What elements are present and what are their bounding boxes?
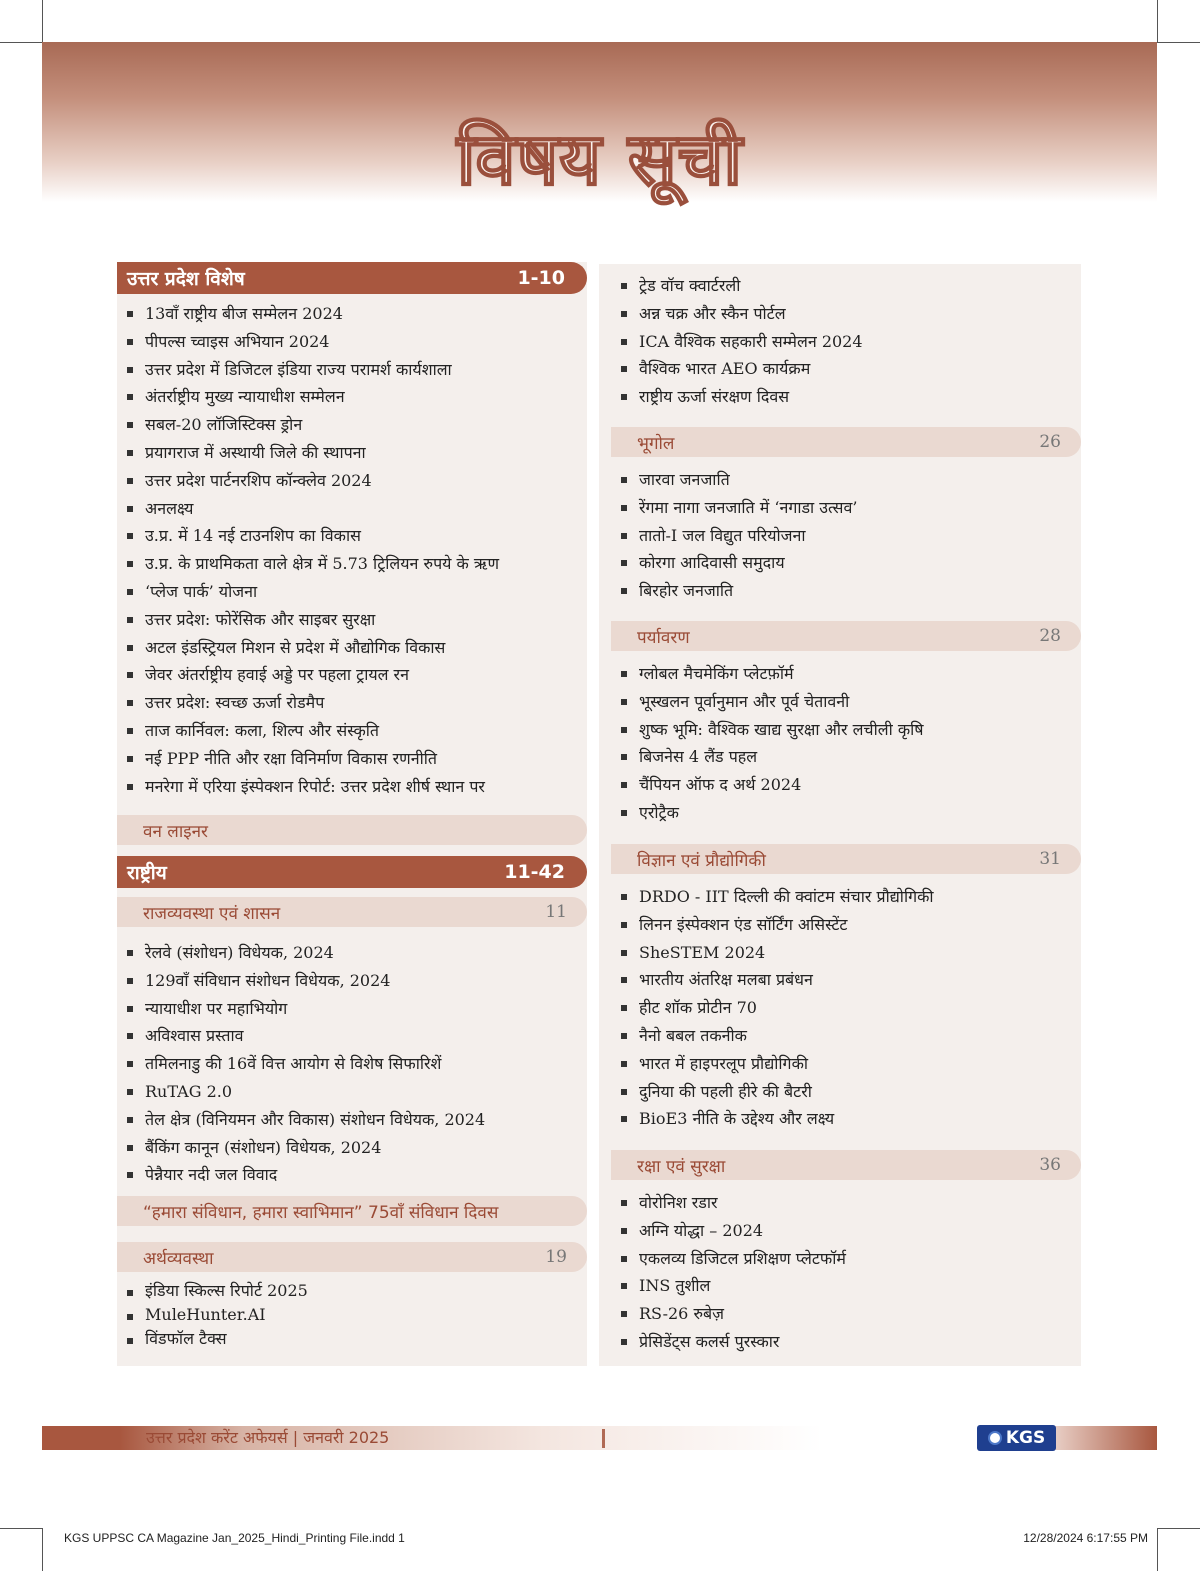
crop-mark [1157,42,1200,43]
sub-section-title: विज्ञान एवं प्रौद्योगिकी [637,850,766,871]
section-title: उत्तर प्रदेश विशेष [127,268,245,290]
toc-item[interactable]: प्रेसिडेंट्स कलर्स पुरस्कार [611,1328,1081,1356]
toc-item[interactable]: RS-26 रुबेज़ [611,1300,1081,1328]
toc-item[interactable]: सबल-20 लॉजिस्टिक्स ड्रोन [117,411,587,439]
footer-magazine-title: उत्तर प्रदेश करेंट अफेयर्स | जनवरी 2025 [146,1428,390,1447]
toc-item[interactable]: बैंकिंग कानून (संशोधन) विधेयक, 2024 [117,1134,587,1162]
up-items-list [117,300,587,800]
toc-item[interactable]: ट्रेड वॉच क्वार्टरली [611,272,1081,300]
toc-item[interactable]: उत्तर प्रदेश में डिजिटल इंडिया राज्य परामर्श कार्यशाला [117,356,587,384]
toc-item[interactable]: अनलक्ष्य [117,495,587,523]
toc-item[interactable]: बिरहोर जनजाति [611,577,1081,605]
toc-item[interactable]: एकलव्य डिजिटल प्रशिक्षण प्लेटफॉर्म [611,1245,1081,1273]
sub-section-page: 11 [545,902,567,922]
globe-icon [988,1431,1002,1445]
toc-item[interactable]: उत्तर प्रदेश: फोरेंसिक और साइबर सुरक्षा [117,606,587,634]
toc-item[interactable]: SheSTEM 2024 [611,939,1081,967]
toc-item[interactable]: ICA वैश्विक सहकारी सम्मेलन 2024 [611,328,1081,356]
kgs-logo [977,1425,1056,1451]
toc-item[interactable]: विंडफॉल टैक्स [117,1327,587,1351]
sub-section-title: भूगोल [637,433,675,454]
sub-section-title: रक्षा एवं सुरक्षा [637,1156,726,1177]
sub-section-title: राजव्यवस्था एवं शासन [143,903,281,924]
sub-header-economy[interactable] [117,1242,587,1272]
section-header-up[interactable] [117,262,587,294]
section-header-national[interactable] [117,856,587,888]
one-liner-bar[interactable] [117,815,587,845]
toc-item[interactable]: 129वाँ संविधान संशोधन विधेयक, 2024 [117,967,587,995]
toc-item[interactable]: तमिलनाडु की 16वें वित्त आयोग से विशेष सिफारिशें [117,1050,587,1078]
toc-item[interactable]: शुष्क भूमि: वैश्विक खाद्य सुरक्षा और लचीली कृषि [611,716,1081,744]
toc-item[interactable]: रेंगमा नागा जनजाति में ‘नगाडा उत्सव’ [611,494,1081,522]
toc-item[interactable]: नई PPP नीति और रक्षा विनिर्माण विकास रणनीति [117,745,587,773]
sub-header-environment[interactable] [611,621,1081,651]
toc-item[interactable]: अन्न चक्र और स्कैन पोर्टल [611,300,1081,328]
toc-item[interactable]: RuTAG 2.0 [117,1078,587,1106]
economy-items-list [117,1279,587,1351]
toc-item[interactable]: DRDO - IIT दिल्ली की क्वांटम संचार प्रौद्योगिकी [611,883,1081,911]
toc-item[interactable]: वैश्विक भारत AEO कार्यक्रम [611,355,1081,383]
sub-section-page: 28 [1039,626,1061,646]
toc-item[interactable]: भारत में हाइपरलूप प्रौद्योगिकी [611,1050,1081,1078]
sub-header-defence[interactable] [611,1150,1081,1180]
toc-item[interactable]: बिजनेस 4 लैंड पहल [611,743,1081,771]
sub-section-page: 31 [1039,849,1061,869]
toc-item[interactable]: BioE3 नीति के उद्देश्य और लक्ष्य [611,1105,1081,1133]
toc-item[interactable]: लिनन इंस्पेक्शन एंड सॉर्टिंग असिस्टेंट [611,911,1081,939]
toc-item[interactable]: जारवा जनजाति [611,466,1081,494]
toc-item[interactable]: अटल इंडस्ट्रियल मिशन से प्रदेश में औद्योगिक विकास [117,634,587,662]
environment-items-list [611,660,1081,827]
section-pages: 1-10 [517,267,565,289]
toc-item[interactable]: तातो-I जल विद्युत परियोजना [611,522,1081,550]
crop-mark [0,42,42,43]
crop-mark [1157,1528,1200,1529]
toc-item[interactable]: जेवर अंतर्राष्ट्रीय हवाई अड्डे पर पहला ट्रायल रन [117,661,587,689]
toc-item[interactable]: न्यायाधीश पर महाभियोग [117,995,587,1023]
toc-item[interactable]: नैनो बबल तकनीक [611,1022,1081,1050]
toc-item[interactable]: भूस्खलन पूर्वानुमान और पूर्व चेतावनी [611,688,1081,716]
sub-section-title: “हमारा संविधान, हमारा स्वाभिमान” 75वाँ संविधान दिवस [143,1202,499,1223]
sub-section-page: 26 [1039,432,1061,452]
sub-section-title: वन लाइनर [143,821,208,842]
footer-separator [602,1429,605,1448]
geography-items-list [611,466,1081,605]
section-pages: 11-42 [504,861,565,883]
toc-item[interactable]: ताज कार्निवल: कला, शिल्प और संस्कृति [117,717,587,745]
toc-item[interactable]: MuleHunter.AI [117,1303,587,1327]
crop-mark [1157,1528,1158,1571]
toc-item[interactable]: दुनिया की पहली हीरे की बैटरी [611,1078,1081,1106]
toc-item[interactable]: 13वाँ राष्ट्रीय बीज सम्मेलन 2024 [117,300,587,328]
sub-section-page: 36 [1039,1155,1061,1175]
crop-mark [1157,0,1158,42]
sub-header-geography[interactable] [611,427,1081,457]
crop-mark [42,0,43,42]
toc-item[interactable]: INS तुशील [611,1272,1081,1300]
toc-item[interactable]: पीपल्स च्वाइस अभियान 2024 [117,328,587,356]
print-slug-file: KGS UPPSC CA Magazine Jan_2025_Hindi_Printing File.indd 1 [64,1531,405,1545]
toc-item[interactable]: तेल क्षेत्र (विनियमन और विकास) संशोधन विधेयक, 2024 [117,1106,587,1134]
toc-item[interactable]: वोरोनिश रडार [611,1189,1081,1217]
toc-item[interactable]: उत्तर प्रदेश पार्टनरशिप कॉन्क्लेव 2024 [117,467,587,495]
toc-item[interactable]: अंतर्राष्ट्रीय मुख्य न्यायाधीश सम्मेलन [117,383,587,411]
toc-item[interactable]: मनरेगा में एरिया इंस्पेक्शन रिपोर्ट: उत्तर प्रदेश शीर्ष स्थान पर [117,773,587,801]
toc-item[interactable]: चैंपियन ऑफ द अर्थ 2024 [611,771,1081,799]
science-items-list [611,883,1081,1133]
sub-header-polity[interactable] [117,897,587,927]
toc-item[interactable]: हीट शॉक प्रोटीन 70 [611,994,1081,1022]
print-slug-datetime: 12/28/2024 6:17:55 PM [1023,1531,1148,1545]
right-column [599,264,1081,1366]
toc-item[interactable]: उ.प्र. में 14 नई टाउनशिप का विकास [117,522,587,550]
toc-item[interactable]: अविश्वास प्रस्ताव [117,1022,587,1050]
logo-text: KGS [1005,1428,1046,1448]
section-title: राष्ट्रीय [127,862,167,884]
toc-item[interactable]: भारतीय अंतरिक्ष मलबा प्रबंधन [611,966,1081,994]
toc-item[interactable]: ‘प्लेज पार्क’ योजना [117,578,587,606]
defence-items-list [611,1189,1081,1356]
toc-item[interactable]: रेलवे (संशोधन) विधेयक, 2024 [117,939,587,967]
toc-item[interactable]: इंडिया स्किल्स रिपोर्ट 2025 [117,1279,587,1303]
sub-section-page: 19 [545,1247,567,1267]
left-column [117,262,587,1366]
toc-item[interactable]: कोरगा आदिवासी समुदाय [611,549,1081,577]
sub-header-science[interactable] [611,844,1081,874]
toc-item[interactable]: अग्नि योद्धा – 2024 [611,1217,1081,1245]
polity-items-list [117,939,587,1189]
page-title: विषय सूची [456,117,744,201]
crop-mark [0,1528,42,1529]
crop-mark [42,1528,43,1571]
economy-cont-list [611,272,1081,411]
sub-section-title: अर्थव्यवस्था [143,1248,214,1269]
toc-item[interactable]: उत्तर प्रदेश: स्वच्छ ऊर्जा रोडमैप [117,689,587,717]
toc-item[interactable]: प्रयागराज में अस्थायी जिले की स्थापना [117,439,587,467]
toc-item[interactable]: उ.प्र. के प्राथमिकता वाले क्षेत्र में 5.73 ट्रिलियन रुपये के ऋण [117,550,587,578]
sub-section-title: पर्यावरण [637,627,690,648]
toc-item[interactable]: पेन्नैयार नदी जल विवाद [117,1161,587,1189]
constitution-day-bar[interactable] [117,1196,587,1226]
toc-item[interactable]: राष्ट्रीय ऊर्जा संरक्षण दिवस [611,383,1081,411]
toc-item[interactable]: ग्लोबल मैचमेकिंग प्लेटफ़ॉर्म [611,660,1081,688]
toc-item[interactable]: एरोट्रैक [611,799,1081,827]
